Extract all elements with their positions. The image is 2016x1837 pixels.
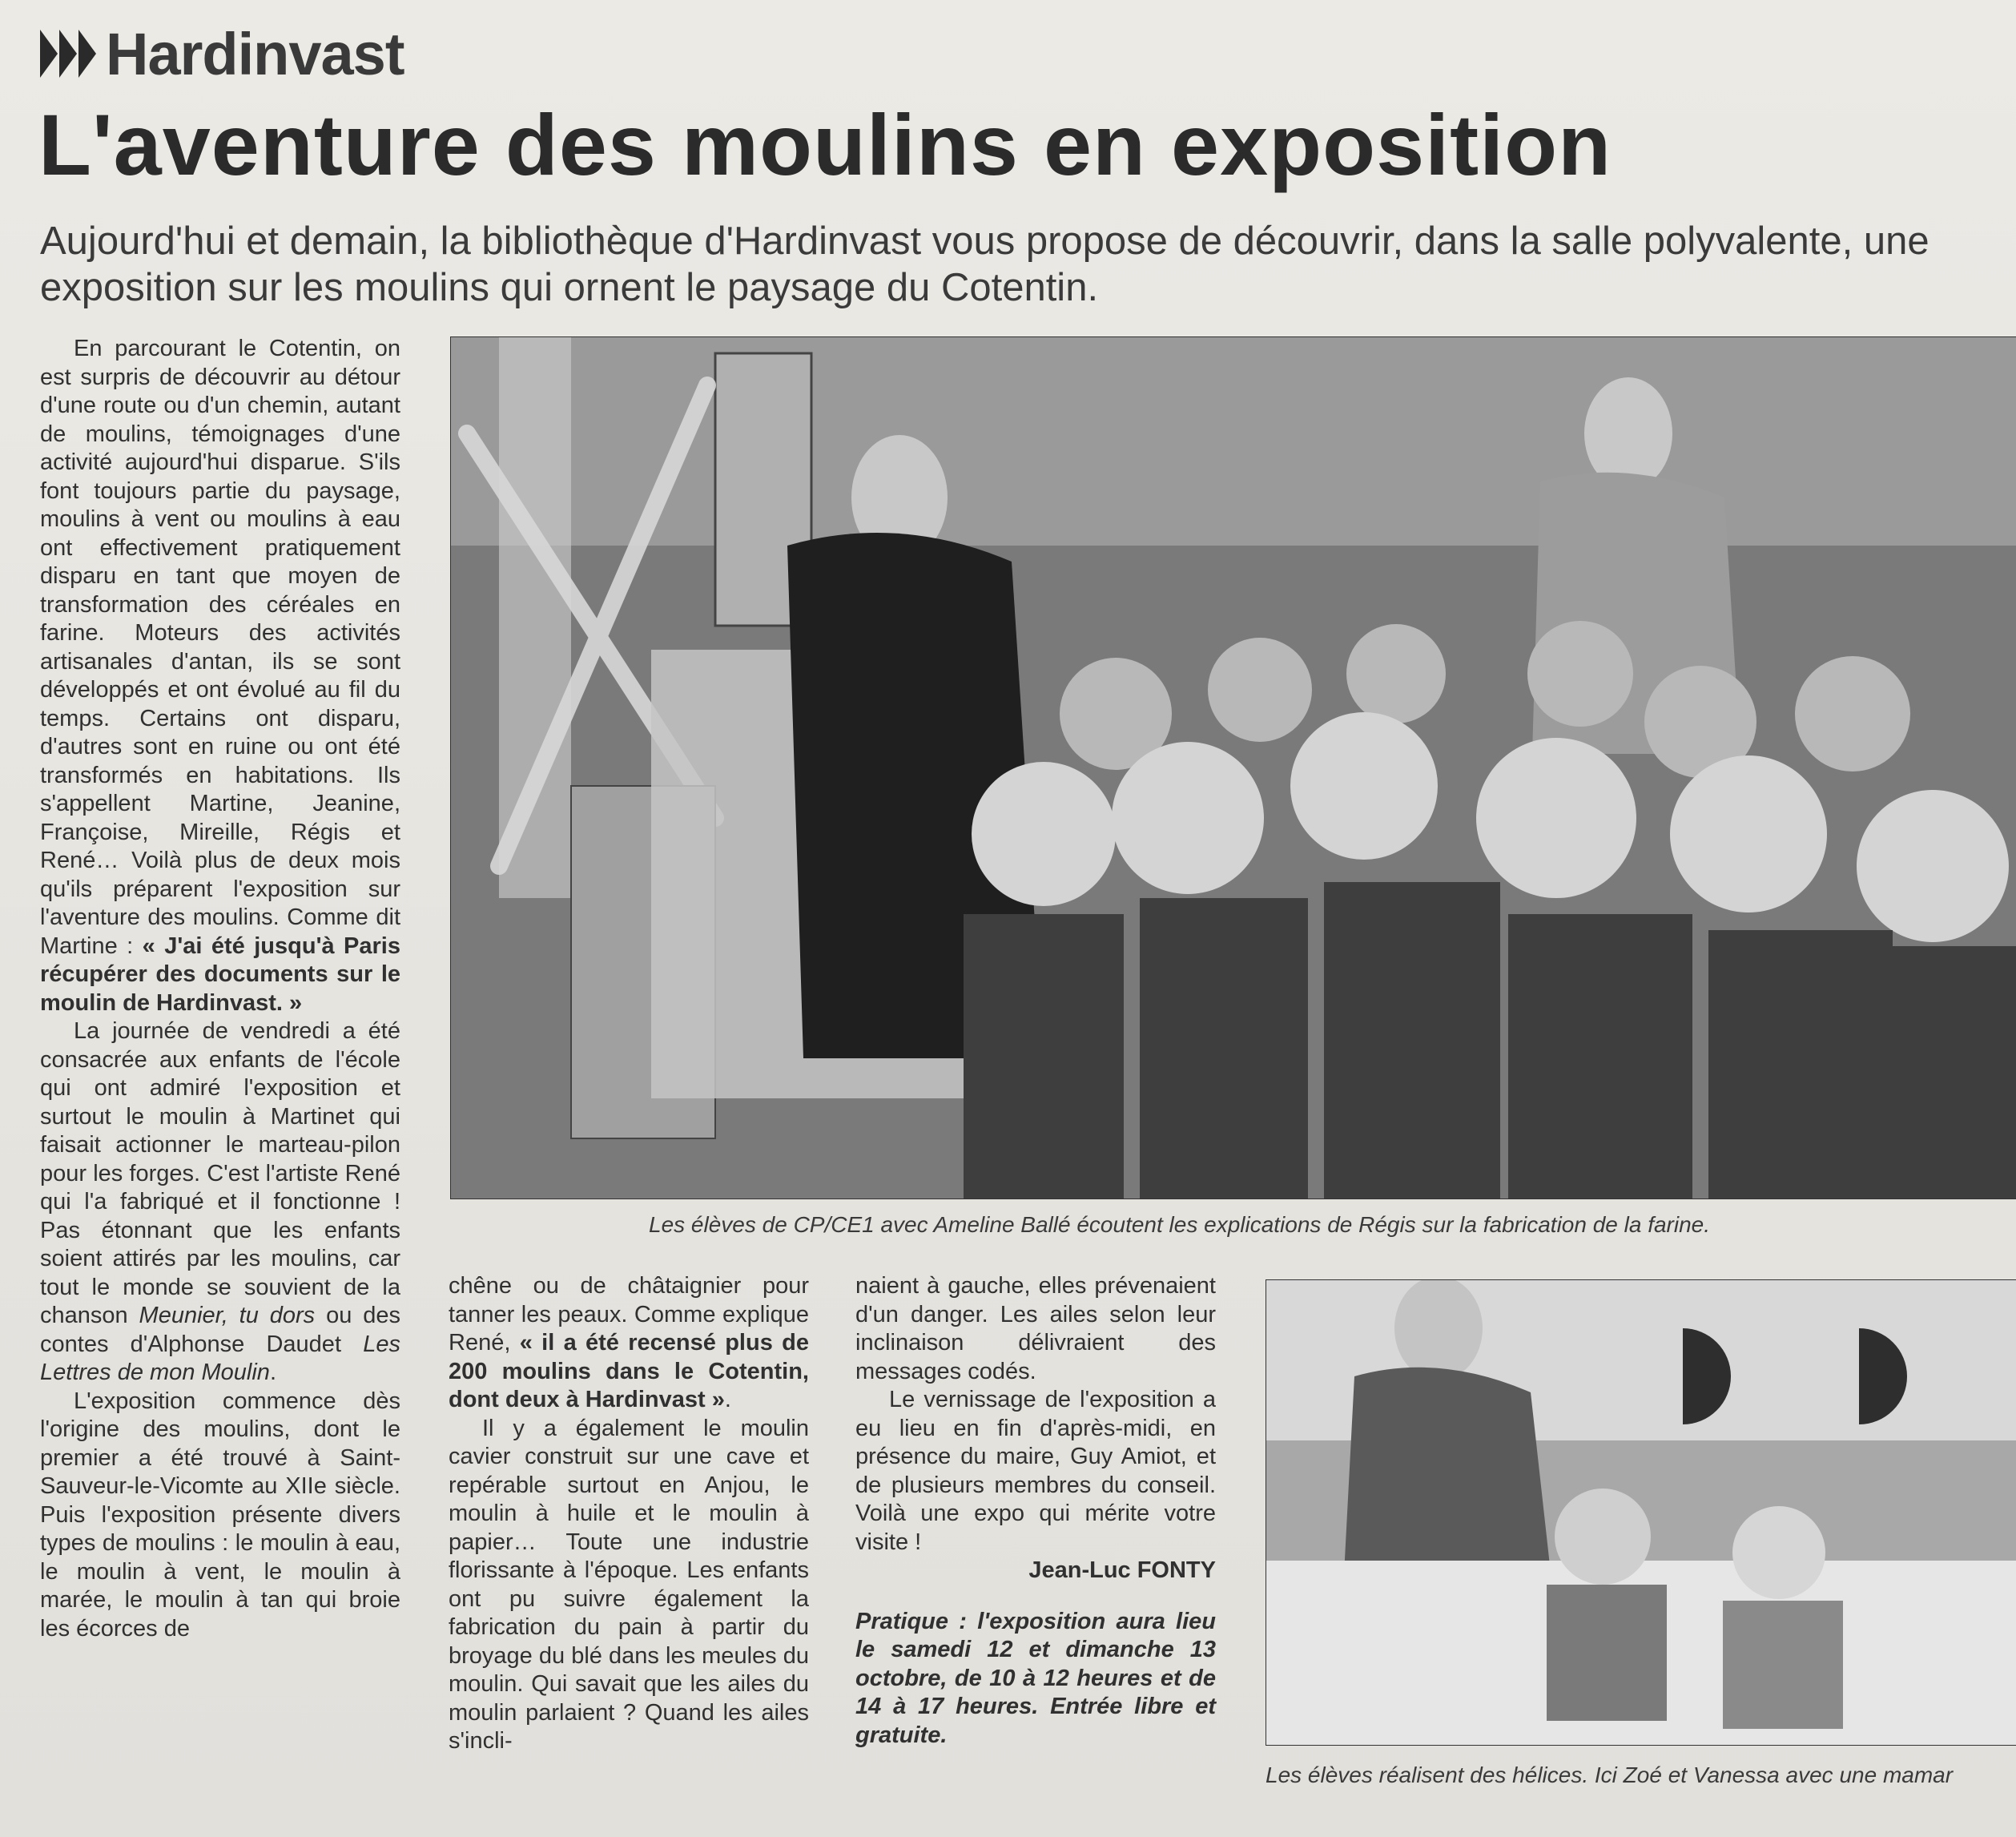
paragraph: chêne ou de châtaignier pour tanner les peaux. Comme explique René, « il a été recensé plus de 200 moulins dans le Cotentin, dont deux à Hardinvast ».	[449, 1273, 809, 1412]
photo-2-caption: Les élèves réalisent des hélices. Ici Zoé et Vanessa avec une mamar	[1266, 1762, 1954, 1787]
paragraph: La journée de vendredi a été consacrée aux enfants de l'école qui ont admiré l'exposition et surtout le moulin à Martinet qui faisait actionner le marteau-pilon pour les forges. C'est l'artiste René qui l'a fabriqué et il fonctionne ! Pas étonnant que les enfants soient attirés par les moulins, car tout le monde se souvient de la chanson Meunier, tu dors ou des contes d'Alphonse Daudet Les Lettres de mon Moulin.	[40, 1018, 400, 1385]
paragraph: Le vernissage de l'exposition a eu lieu en fin d'après-midi, en présence du maire, Guy Amiot, et de plusieurs membres du conseil. Voilà une expo qui mérite votre visite !	[855, 1387, 1216, 1555]
paragraph: L'exposition commence dès l'origine des moulins, dont le premier a été trouvé à Saint-Sauveur-le-Vicomte au XIIe siècle. Puis l'exposition présente divers types de moulins : le moulin à eau, le moulin à vent, le moulin à marée, le moulin à tan qui broie les écorces de	[40, 1388, 400, 1642]
quote-bold: « il a été recensé plus de 200 moulins dans le Cotentin, dont deux à Hardinvast »	[449, 1330, 809, 1412]
byline: Jean-Luc FONTY	[1028, 1557, 1216, 1583]
photo-scene	[451, 337, 2016, 1198]
chevron-icon	[40, 30, 96, 78]
section-rubric	[40, 18, 404, 90]
photo-1-caption: Les élèves de CP/CE1 avec Ameline Ballé écoutent les explications de Régis sur la fabrication de la farine.	[649, 1212, 1711, 1237]
lede-line-1: Aujourd'hui et demain, la bibliothèque d'Hardinvast vous propose de découvrir, dans la salle polyvalente, une	[40, 220, 1929, 263]
song-title: Meunier, tu dors	[139, 1303, 316, 1328]
photo-scene	[1266, 1280, 2016, 1745]
article-lede	[40, 218, 2016, 311]
book-title: Les Lettres de mon Moulin	[40, 1331, 400, 1385]
rubric-label: Hardinvast	[106, 20, 404, 87]
photo-workshop-explanation	[450, 336, 2016, 1199]
quote-bold: « J'ai été jusqu'à Paris récupérer des documents sur le moulin de Hardinvast. »	[40, 933, 400, 1016]
photo-children-crafting	[1266, 1279, 2016, 1746]
article-column-2	[449, 1272, 809, 1756]
lede-line-2: exposition sur les moulins qui ornent le paysage du Cotentin.	[40, 266, 1099, 309]
article-headline: L'aventure des moulins en exposition	[38, 96, 1612, 193]
paragraph: naient à gauche, elles prévenaient d'un danger. Les ailes selon leur inclinaison délivraient des messages codés.	[855, 1273, 1216, 1384]
practical-info: Pratique : l'exposition aura lieu le samedi 12 et dimanche 13 octobre, de 10 à 12 heures et de 14 à 17 heures. Entrée libre et gratuite.	[855, 1608, 1216, 1748]
paragraph: Il y a également le moulin cavier construit sur une cave et repérable surtout en Anjou, le moulin à huile et le moulin à papier… Toute une industrie florissante à l'époque. Les enfants ont pu suivre également la fabrication du pain à partir du broyage du blé dans les meules du moulin. Qui savait que les ailes du moulin parlaient ? Quand les ailes s'incli-	[449, 1415, 809, 1754]
article-column-1	[40, 335, 400, 1643]
paragraph: En parcourant le Cotentin, on est surpris de découvrir au détour d'une route ou d'un chemin, autant de moulins, témoignages d'une activité aujourd'hui disparue. S'ils font toujours partie du paysage, moulins à vent ou moulins à eau ont effectivement pratiquement disparu en tant que moyen de transformation des céréales en farine. Moteurs des activités artisanales d'antan, ils se sont développés et ont évolué au fil du temps. Certains ont disparu, d'autres sont en ruine ou ont été transformés en habitations. Ils s'appellent Martine, Jeanine, Françoise, Mireille, Régis et René… Voilà plus de deux mois qu'ils préparent l'exposition sur l'aventure des moulins. Comme dit Martine : « J'ai été jusqu'à Paris récupérer des documents sur le moulin de Hardinvast. »	[40, 336, 400, 1016]
practical-label: Pratique	[855, 1608, 949, 1634]
article-column-3	[855, 1272, 1216, 1750]
